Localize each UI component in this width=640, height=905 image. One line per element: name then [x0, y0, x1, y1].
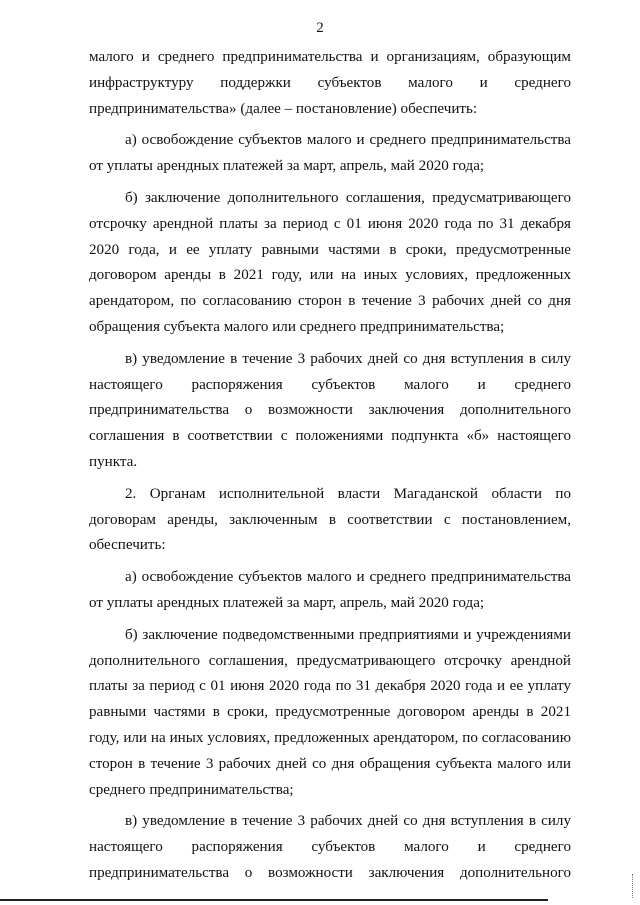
- paragraph-continuation: малого и среднего предпринимательства и организациям, образующим инфраструктуру поддержки субъектов малого и среднего предпринимательства» (далее – постановление) обеспечить:: [89, 49, 571, 117]
- paragraph-2v: в) уведомление в течение 3 рабочих дней со дня вступления в силу настоящего распоряжения субъектов малого и среднего предпринимательства о возможности заключения дополнительного: [89, 813, 571, 881]
- scan-edge-mark: [632, 874, 634, 898]
- paragraph-2: 2. Органам исполнительной власти Магаданской области по договорам аренды, заключенным в соответствии с постановлением, обеспечить:: [89, 485, 571, 554]
- paragraph-2b: б) заключение подведомственными предприятиями и учреждениями дополнительного соглашения, предусматривающего отсрочку арендной платы за период с 01 июня 2020 года по 31 декабря 2020 года и ее уплату равными частями в сроки, предусмотренные договором аренды в 2021 году, или на иных условиях, предложенных арендатором, по согласованию сторон в течение 3 рабочих дней со дня обращения субъекта малого или среднего предпринимательства;: [89, 626, 571, 798]
- document-body: [89, 45, 571, 887]
- page-number: 2: [316, 20, 324, 36]
- paragraph-2a: а) освобождение субъектов малого и среднего предпринимательства от уплаты арендных платежей за март, апрель, май 2020 года;: [89, 569, 571, 611]
- paragraph-1b: б) заключение дополнительного соглашения, предусматривающего отсрочку арендной платы за период с 01 июня 2020 года по 31 декабря 2020 года, и ее уплату равными частями в сроки, предусмотренные договором аренды в 2021 году, или на иных условиях, предложенных арендатором, по согласованию сторон в течение 3 рабочих дней со дня обращения субъекта малого или среднего предпринимательства;: [89, 189, 571, 335]
- paragraph-1v: в) уведомление в течение 3 рабочих дней со дня вступления в силу настоящего распоряжения субъектов малого и среднего предпринимательства о возможности заключения дополнительного соглашения в соответствии с положениями подпункта «б» настоящего пункта.: [89, 350, 571, 470]
- scan-bottom-rule: [0, 899, 548, 901]
- paragraph-1a: а) освобождение субъектов малого и среднего предпринимательства от уплаты арендных платежей за март, апрель, май 2020 года;: [89, 132, 571, 175]
